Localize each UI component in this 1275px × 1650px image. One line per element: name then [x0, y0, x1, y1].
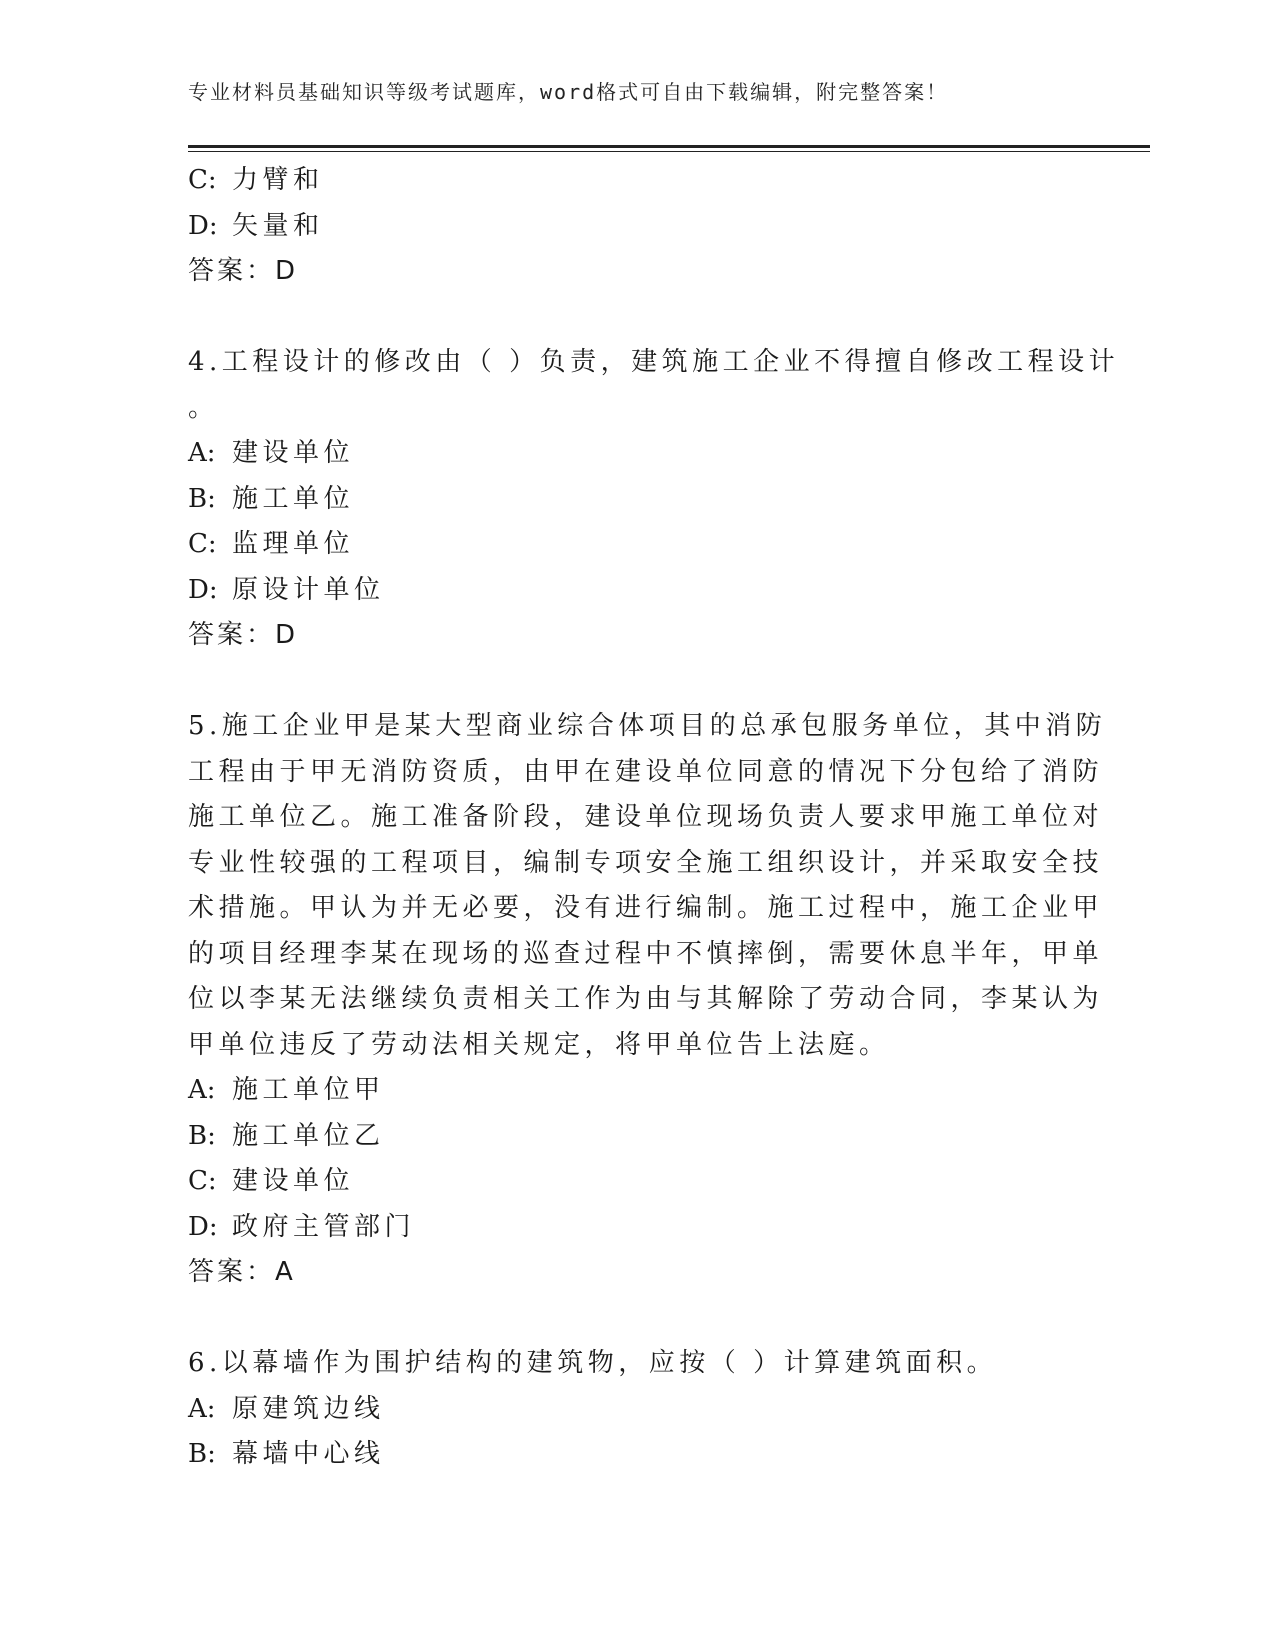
spacer — [188, 295, 1078, 341]
option-text: 建设单位 — [232, 1166, 355, 1196]
option-text: 施工单位甲 — [232, 1075, 385, 1105]
header-divider — [188, 145, 1150, 152]
question-stem-line: 专业性较强的工程项目，编制专项安全施工组织设计，并采取安全技 — [188, 847, 1104, 878]
option-label: D: — [188, 1211, 218, 1242]
option-label: B: — [188, 1439, 216, 1469]
option-c — [188, 1159, 1078, 1205]
option-a — [188, 1387, 1078, 1433]
option-b — [188, 1432, 1078, 1478]
option-label: C: — [188, 165, 217, 195]
page-content — [188, 158, 1120, 1478]
option-label: D: — [188, 574, 218, 605]
question-5 — [188, 704, 1107, 1296]
option-a — [188, 1068, 1078, 1114]
question-stem-line: 术措施。甲认为并无必要，没有进行编制。施工过程中，施工企业甲 — [188, 893, 1104, 923]
option-label: A: — [188, 1075, 216, 1105]
option-text: 原设计单位 — [232, 574, 385, 605]
option-text: 矢量和 — [232, 210, 324, 241]
question-stem-continued: 。 — [188, 392, 219, 423]
option-label: D: — [188, 210, 218, 241]
spacer — [188, 659, 1078, 705]
option-text: 原建筑边线 — [232, 1393, 385, 1424]
option-label: A: — [188, 438, 216, 468]
option-a — [188, 431, 1078, 477]
answer-line: 答案：A — [188, 1257, 296, 1287]
question-stem-line: 工程由于甲无消防资质，由甲在建设单位同意的情况下分包给了消防 — [188, 756, 1104, 787]
question-stem-line: 施工单位乙。施工准备阶段，建设单位现场负责人要求甲施工单位对 — [188, 802, 1104, 832]
option-text: 施工单位 — [232, 483, 355, 514]
question-3-tail — [188, 158, 1078, 295]
question-stem: 6.以幕墙作为围护结构的建筑物，应按（ ）计算建筑面积。 — [188, 1348, 998, 1378]
answer-line: 答案：D — [188, 256, 299, 286]
question-stem-line: 的项目经理李某在现场的巡查过程中不慎摔倒，需要休息半年，甲单 — [188, 938, 1104, 969]
option-label: B: — [188, 1120, 216, 1151]
option-c — [188, 522, 1078, 568]
question-stem-line: 5.施工企业甲是某大型商业综合体项目的总承包服务单位，其中消防 — [188, 711, 1107, 741]
question-stem-line: 位以李某无法继续负责相关工作为由与其解除了劳动合同，李某认为 — [188, 984, 1104, 1014]
page-header: 专业材料员基础知识等级考试题库，word格式可自由下载编辑，附完整答案！ — [188, 80, 949, 104]
option-text: 幕墙中心线 — [232, 1439, 385, 1469]
option-label: B: — [188, 483, 216, 514]
answer-line: 答案：D — [188, 620, 299, 650]
question-6 — [188, 1341, 1078, 1478]
option-label: C: — [188, 529, 217, 559]
option-text: 施工单位乙 — [232, 1120, 385, 1151]
question-4 — [188, 340, 1120, 659]
option-d — [188, 568, 1078, 614]
option-d — [188, 1205, 1078, 1251]
option-c — [188, 158, 1078, 204]
spacer — [188, 1296, 1078, 1342]
option-label: C: — [188, 1166, 217, 1196]
option-text: 政府主管部门 — [232, 1211, 416, 1242]
question-stem: 4.工程设计的修改由（ ）负责，建筑施工企业不得擅自修改工程设计 — [188, 347, 1120, 377]
option-text: 监理单位 — [232, 529, 355, 559]
question-stem-line: 甲单位违反了劳动法相关规定，将甲单位告上法庭。 — [188, 1029, 890, 1060]
option-text: 力臂和 — [232, 165, 324, 195]
option-d — [188, 204, 1078, 250]
option-text: 建设单位 — [232, 438, 355, 468]
option-label: A: — [188, 1393, 216, 1424]
option-b — [188, 1114, 1078, 1160]
option-b — [188, 477, 1078, 523]
